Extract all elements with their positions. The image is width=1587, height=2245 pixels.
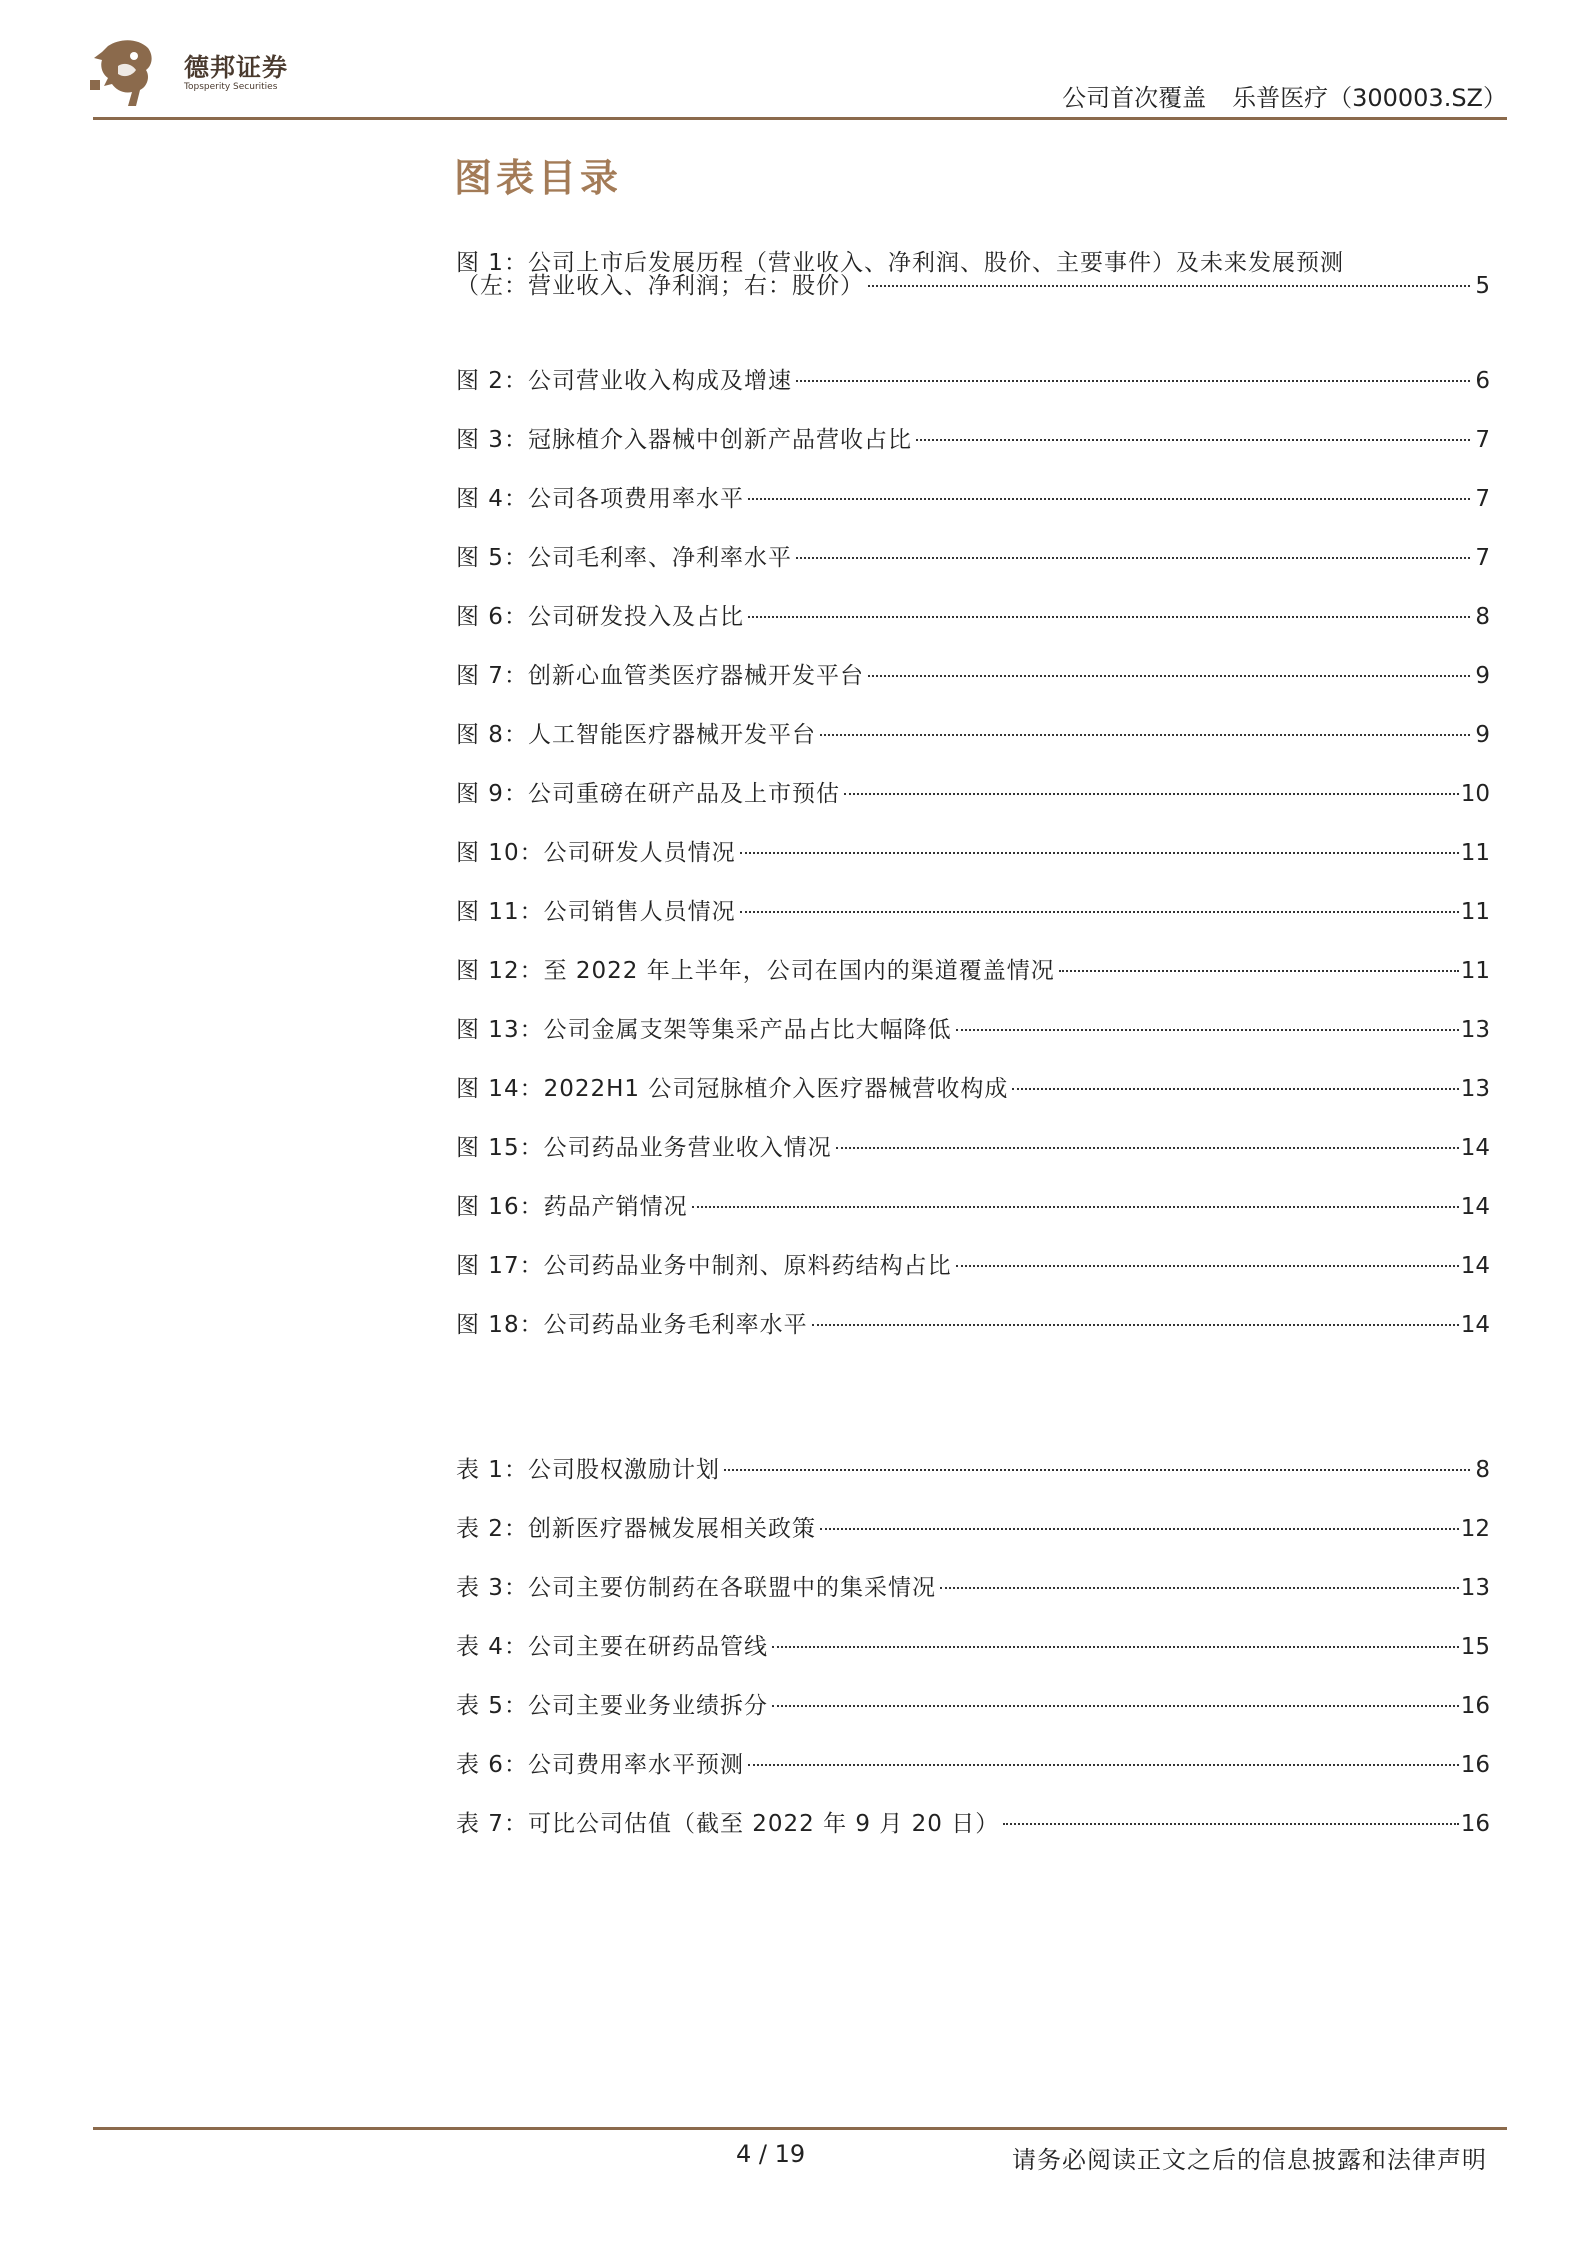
toc-entry-label: 表 4：公司主要在研药品管线 (456, 1634, 768, 1660)
toc-entry-page: 13 (1460, 1575, 1490, 1601)
dot-leader (748, 1764, 1459, 1766)
toc-entry-label: 表 7：可比公司估值（截至 2022 年 9 月 20 日） (456, 1811, 1000, 1837)
toc-entry-figure-17[interactable] (456, 1237, 1490, 1296)
toc-entry-page: 14 (1460, 1194, 1490, 1220)
toc-entry-label: 图 16：药品产销情况 (456, 1194, 688, 1220)
toc-entry-page: 11 (1460, 899, 1490, 925)
toc-entry-page: 7 (1475, 545, 1490, 571)
toc-entry-page: 14 (1460, 1312, 1490, 1338)
toc-entry-label: 图 3：冠脉植介入器械中创新产品营收占比 (456, 427, 912, 453)
figure-list (456, 234, 1490, 1355)
toc-entry-figure-8[interactable] (456, 706, 1490, 765)
topsperity-logo-icon (88, 36, 156, 108)
toc-entry-figure-1[interactable] (456, 234, 1490, 352)
toc-entry-figure-6[interactable] (456, 588, 1490, 647)
toc-entry-figure-13[interactable] (456, 1001, 1490, 1060)
toc-entry-page: 12 (1460, 1516, 1490, 1542)
toc-entry-page: 14 (1460, 1253, 1490, 1279)
dot-leader (844, 793, 1459, 795)
dot-leader (820, 734, 1470, 736)
toc-entry-label: 图 10：公司研发人员情况 (456, 840, 736, 866)
toc-entry-table-4[interactable] (456, 1618, 1490, 1677)
brand-logo (88, 36, 308, 108)
toc-entry-figure-10[interactable] (456, 824, 1490, 883)
toc-entry-table-2[interactable] (456, 1500, 1490, 1559)
dot-leader (868, 285, 1470, 287)
toc-entry-page: 9 (1475, 722, 1490, 748)
toc-entry-page: 14 (1460, 1135, 1490, 1161)
toc-entry-page: 11 (1460, 958, 1490, 984)
dot-leader (748, 616, 1470, 618)
dot-leader (692, 1206, 1459, 1208)
toc-entry-label: 图 13：公司金属支架等集采产品占比大幅降低 (456, 1017, 952, 1043)
toc-entry-table-5[interactable] (456, 1677, 1490, 1736)
toc-entry-label: 图 18：公司药品业务毛利率水平 (456, 1312, 808, 1338)
toc-entry-label: 图 4：公司各项费用率水平 (456, 486, 744, 512)
dot-leader (956, 1029, 1459, 1031)
toc-entry-figure-4[interactable] (456, 470, 1490, 529)
toc-entry-figure-12[interactable] (456, 942, 1490, 1001)
toc-entry-page: 13 (1460, 1076, 1490, 1102)
toc-entry-label: 图 1：公司上市后发展历程（营业收入、净利润、股价、主要事件）及未来发展预测 (456, 250, 1344, 276)
header-divider (93, 117, 1507, 120)
toc-entry-page: 15 (1460, 1634, 1490, 1660)
toc-entry-figure-3[interactable] (456, 411, 1490, 470)
dot-leader (1003, 1823, 1458, 1825)
toc-entry-label: 表 6：公司费用率水平预测 (456, 1752, 744, 1778)
dot-leader (772, 1646, 1459, 1648)
dot-leader (772, 1705, 1459, 1707)
toc-entry-label: 图 2：公司营业收入构成及增速 (456, 368, 792, 394)
dot-leader (812, 1324, 1459, 1326)
toc-entry-page: 16 (1460, 1693, 1490, 1719)
toc-entry-label: 图 5：公司毛利率、净利率水平 (456, 545, 792, 571)
toc-entry-table-3[interactable] (456, 1559, 1490, 1618)
dot-leader (796, 557, 1470, 559)
dot-leader (868, 675, 1470, 677)
toc-entry-table-7[interactable] (456, 1795, 1490, 1854)
dot-leader (836, 1147, 1459, 1149)
toc-entry-page: 6 (1475, 368, 1490, 394)
toc-entry-figure-2[interactable] (456, 352, 1490, 411)
dot-leader (748, 498, 1470, 500)
toc-entry-page: 8 (1475, 604, 1490, 630)
dot-leader (740, 852, 1459, 854)
dot-leader (740, 911, 1459, 913)
dot-leader (1012, 1088, 1458, 1090)
company-name: 乐普医疗（300003.SZ） (1232, 84, 1507, 112)
page-indicator: 4 / 19 (736, 2140, 806, 2168)
toc-entry-figure-15[interactable] (456, 1119, 1490, 1178)
dot-leader (956, 1265, 1459, 1267)
toc-entry-label: 图 15：公司药品业务营业收入情况 (456, 1135, 832, 1161)
toc-entry-label: 表 3：公司主要仿制药在各联盟中的集采情况 (456, 1575, 936, 1601)
report-header (1062, 78, 1507, 113)
toc-entry-label: 图 7：创新心血管类医疗器械开发平台 (456, 663, 864, 689)
toc-entry-label-continued: （左：营业收入、净利润；右：股价） (456, 273, 864, 299)
toc-entry-figure-9[interactable] (456, 765, 1490, 824)
toc-entry-page: 7 (1475, 427, 1490, 453)
toc-entry-label: 表 2：创新医疗器械发展相关政策 (456, 1516, 816, 1542)
legal-disclaimer: 请务必阅读正文之后的信息披露和法律声明 (1012, 2146, 1487, 2174)
toc-entry-page: 10 (1460, 781, 1490, 807)
toc-entry-label: 图 6：公司研发投入及占比 (456, 604, 744, 630)
brand-name-cn: 德邦证券 (184, 53, 289, 82)
dot-leader (916, 439, 1470, 441)
toc-entry-page: 9 (1475, 663, 1490, 689)
toc-entry-label: 图 14：2022H1 公司冠脉植介入医疗器械营收构成 (456, 1076, 1009, 1102)
toc-entry-table-6[interactable] (456, 1736, 1490, 1795)
toc-entry-page: 8 (1475, 1457, 1490, 1483)
toc-entry-figure-18[interactable] (456, 1296, 1490, 1355)
table-list (456, 1441, 1490, 1854)
toc-entry-page: 16 (1460, 1811, 1490, 1837)
toc-entry-label: 图 17：公司药品业务中制剂、原料药结构占比 (456, 1253, 952, 1279)
toc-entry-label: 图 11：公司销售人员情况 (456, 899, 736, 925)
toc-entry-page: 11 (1460, 840, 1490, 866)
toc-entry-page: 16 (1460, 1752, 1490, 1778)
dot-leader (796, 380, 1470, 382)
toc-entry-figure-16[interactable] (456, 1178, 1490, 1237)
toc-entry-label: 图 12：至 2022 年上半年，公司在国内的渠道覆盖情况 (456, 958, 1055, 984)
toc-entry-figure-11[interactable] (456, 883, 1490, 942)
footer-divider (93, 2127, 1507, 2130)
dot-leader (724, 1469, 1470, 1471)
dot-leader (1059, 970, 1459, 972)
toc-entry-page: 7 (1475, 486, 1490, 512)
toc-entry-table-1[interactable] (456, 1441, 1490, 1500)
toc-entry-figure-7[interactable] (456, 647, 1490, 706)
toc-entry-label: 图 9：公司重磅在研产品及上市预估 (456, 781, 840, 807)
report-type: 公司首次覆盖 (1062, 84, 1207, 112)
toc-entry-figure-14[interactable] (456, 1060, 1490, 1119)
toc-entry-label: 图 8：人工智能医疗器械开发平台 (456, 722, 816, 748)
toc-entry-label: 表 1：公司股权激励计划 (456, 1457, 720, 1483)
toc-entry-page: 5 (1475, 273, 1490, 299)
brand-name-en: Topsperity Securities (184, 82, 278, 92)
page-title: 图表目录 (454, 156, 623, 200)
toc-entry-figure-5[interactable] (456, 529, 1490, 588)
dot-leader (820, 1528, 1459, 1530)
dot-leader (940, 1587, 1459, 1589)
toc-entry-label: 表 5：公司主要业务业绩拆分 (456, 1693, 768, 1719)
toc-entry-page: 13 (1460, 1017, 1490, 1043)
